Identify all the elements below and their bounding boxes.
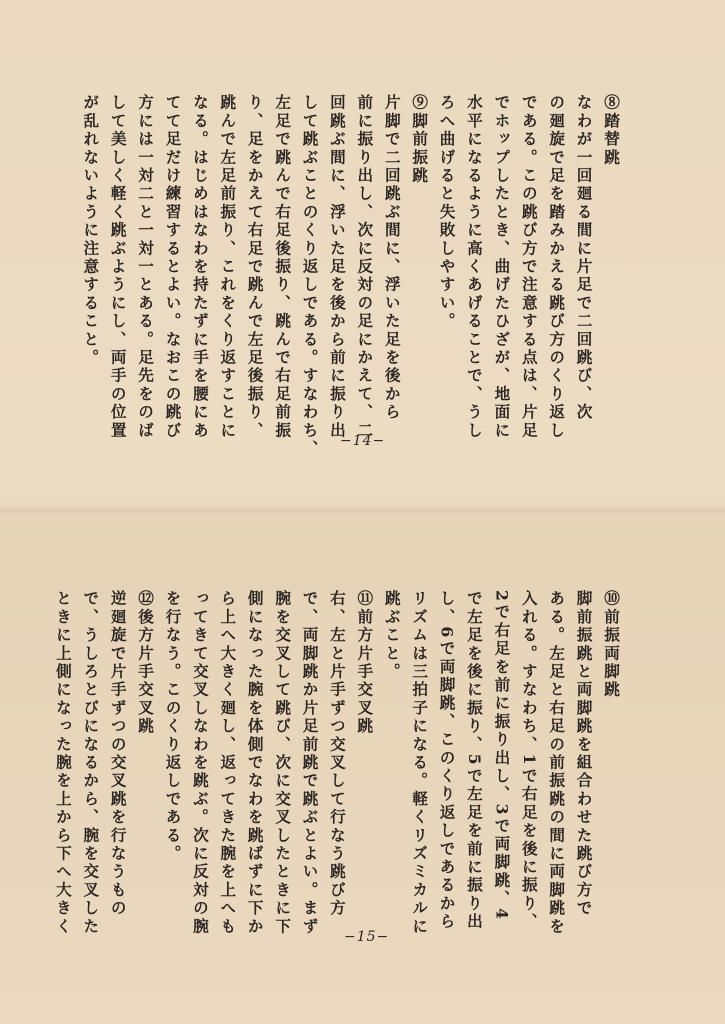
text-line: 方には一対二と一対一とある。足先をのば bbox=[136, 94, 156, 440]
text-line: 脚前振跳と両脚跳を組合わせた跳び方で bbox=[574, 590, 594, 918]
text-line: 2で右足を前に振り出し、3で両脚跳、4 bbox=[492, 590, 512, 922]
text-line: ろへ曲げると失敗しやすい。 bbox=[437, 94, 457, 331]
text-line: なる。はじめはなわを持たずに手を腰にあ bbox=[190, 94, 210, 440]
text-line: の廻旋で足を踏みかえる跳び方のくり返し bbox=[547, 94, 567, 440]
lower-page-text bbox=[49, 590, 625, 935]
text-line: である。この跳び方で注意する点は、片足 bbox=[519, 94, 539, 440]
text-line: で、うしろとびになるから、腕を交叉した bbox=[81, 590, 101, 936]
text-line: して跳ぶことのくり返しである。すなわち、 bbox=[300, 94, 320, 458]
text-line: 右、左と片手ずつ交叉して行なう跳び方 bbox=[327, 590, 347, 918]
text-line: 入れる。すなわち、1で右足を後に振り、 bbox=[519, 590, 539, 932]
text-line: ら上へ大きく廻し、返ってきた腕を上へも bbox=[218, 590, 238, 936]
text-line: を行なう。このくり返しである。 bbox=[163, 590, 183, 863]
text-line: ⑪前方片手交叉跳 bbox=[355, 590, 375, 736]
text-line: てて足だけ練習するとよい。なおこの跳び bbox=[163, 94, 183, 440]
text-line: ⑩前振両脚跳 bbox=[602, 590, 621, 700]
text-line: ⑨脚前振跳 bbox=[410, 94, 430, 185]
text-line: で、両脚跳か片足前跳で跳ぶとよい。まず bbox=[300, 590, 320, 936]
text-line: ときに上側になった腕を上から下へ大きく bbox=[53, 590, 73, 936]
text-line: し、6で両脚跳、このくり返しであるから bbox=[437, 590, 457, 932]
text-line: ある。左足と右足の前振跳の間に両脚跳を bbox=[547, 590, 567, 936]
text-line: して美しく軽く跳ぶようにし、両手の位置 bbox=[108, 94, 128, 440]
text-line: 側になった腕を体側でなわを跳ばずに下か bbox=[245, 590, 265, 936]
page-fold bbox=[0, 506, 725, 516]
upper-page-number: −14− bbox=[340, 433, 386, 449]
text-line: 跳ぶこと。 bbox=[382, 590, 402, 681]
text-line: リズムは三拍子になる。軽くリズミカルに bbox=[410, 590, 430, 936]
text-line: なわが一回廻る間に片足で二回跳び、次 bbox=[574, 94, 594, 422]
text-line: 跳んで左足前振り、これをくり返すことに bbox=[218, 94, 238, 440]
text-line: ⑧踏替跳 bbox=[602, 94, 621, 167]
text-line: ⑫後方片手交叉跳 bbox=[136, 590, 156, 736]
lower-page-number: −15− bbox=[344, 929, 390, 945]
text-line: 逆廻旋で片手ずつの交叉跳を行なうもの bbox=[108, 590, 128, 918]
text-line: 左足で跳んで右足後振り、跳んで右足前振 bbox=[273, 94, 293, 440]
text-line: で左足を後に振り、5で左足を前に振り出 bbox=[464, 590, 484, 932]
text-line: 片脚で二回跳ぶ間に、浮いた足を後から bbox=[382, 94, 402, 422]
text-line: でホップしたとき、曲げたひざが、地面に bbox=[492, 94, 512, 440]
text-line: 前に振り出し、次に反対の足にかえて、二 bbox=[355, 94, 375, 440]
text-line: 回跳ぶ間に、浮いた足を後から前に振り出 bbox=[327, 94, 347, 440]
text-line: 腕を交叉して跳び、次に交叉したときに下 bbox=[273, 590, 293, 936]
text-line: ってきて交叉しなわを跳ぶ。次に反対の腕 bbox=[190, 590, 210, 936]
text-line: 水平になるように高くあげることで、うし bbox=[464, 94, 484, 440]
text-line: り、足をかえて右足で跳んで左足後振り、 bbox=[245, 94, 265, 440]
text-line: が乱れないように注意すること。 bbox=[81, 94, 101, 367]
